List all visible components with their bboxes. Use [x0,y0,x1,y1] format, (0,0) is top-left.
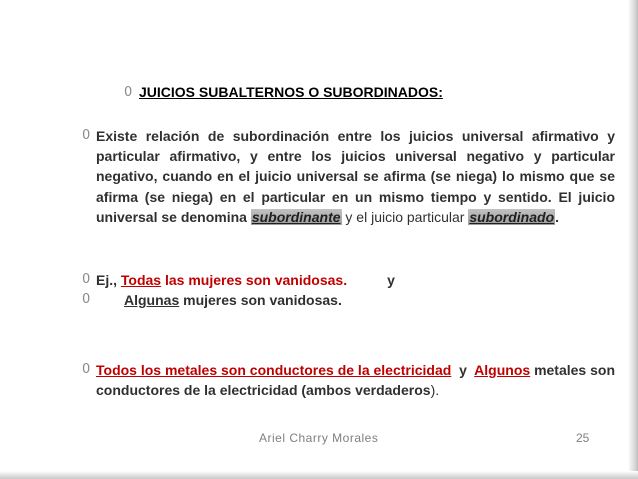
metales-close: ). [430,382,440,399]
bullet-paragraph-3: 0 [82,362,91,377]
paragraph-1-end: . [555,208,560,225]
term-subordinado: subordinado [469,208,555,225]
example-prefix: Ej., [96,272,121,288]
slide-bottom-edge-shadow [0,471,638,479]
metales-algunos: Algunos [474,362,531,378]
metales-rest: metales son conductores de la electricidad (ambos verdaderos [96,362,615,399]
example-todas: Todas [120,272,162,288]
term-subordinante: subordinante [251,208,341,225]
example-line-1-rest: las mujeres son vanidosas. [161,272,348,288]
example-line-2 [124,290,604,310]
paragraph-metales [96,360,615,400]
bullet-heading: 0 [124,85,133,100]
slide-right-edge-shadow [628,0,638,479]
bullet-paragraph-1: 0 [82,128,91,143]
metales-red-text: los metales son conductores de la electricidad [136,362,452,378]
example-line-1 [96,270,615,290]
example-algunas: Algunas [124,292,180,308]
metales-todos: Todos [96,362,137,378]
bullet-example-2: 0 [82,292,91,307]
paragraph-subordination [96,126,615,227]
bullet-example-1: 0 [82,272,91,287]
paragraph-1-text: Existe relación de subordinación entre los juicios universal afirmativo y particular afirmativo, y entre los juicios universal negativo y particular negativo, cuando en el juicio universal se afirma (se niega) lo mismo que se afirma (se niega) en el particular en un mismo tiempo y sentido. El juicio universal se denomina [96,128,615,225]
footer-author: Ariel Charry Morales [259,431,379,445]
slide-heading: JUICIOS SUBALTERNOS O SUBORDINADOS: [139,84,443,100]
paragraph-1-connector: y el juicio particular [341,208,469,225]
footer-page-number: 25 [576,431,590,445]
example-conjunction: y [387,272,395,288]
metales-conjunction: y [451,362,475,378]
example-line-2-rest: mujeres son vanidosas. [179,292,342,308]
